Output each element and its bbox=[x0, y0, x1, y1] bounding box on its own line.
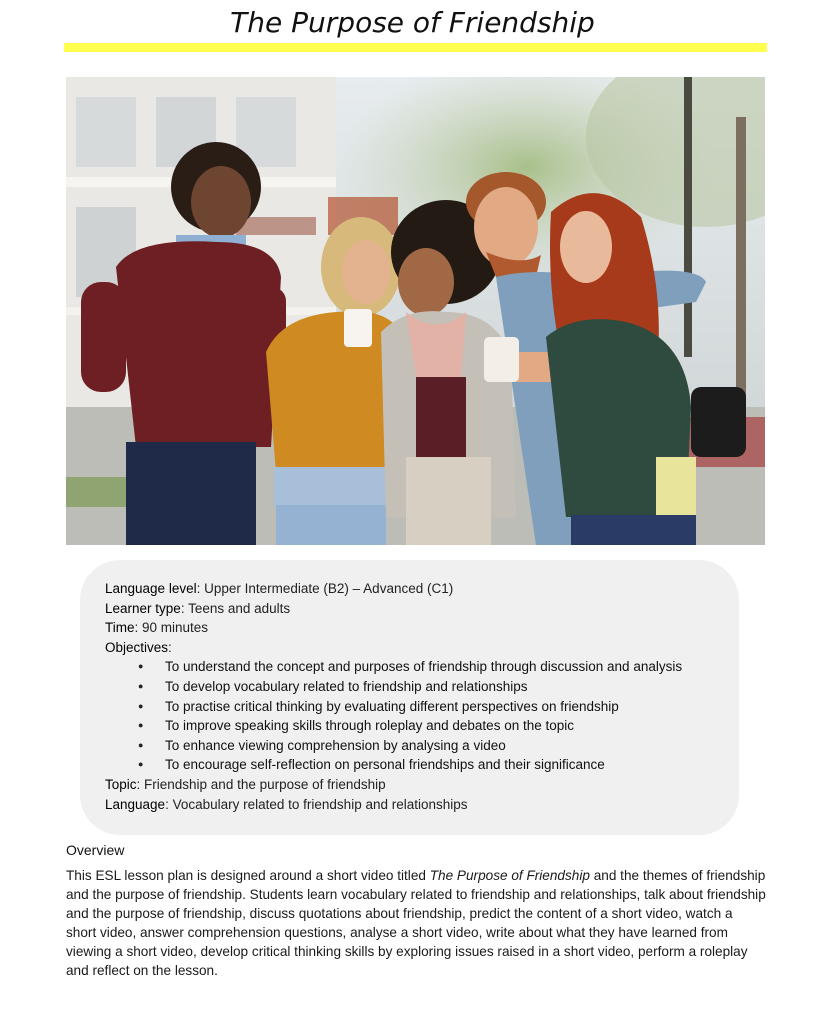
objectives-heading-row bbox=[105, 638, 739, 658]
topic-value: : Friendship and the purpose of friendship bbox=[136, 776, 386, 792]
lesson-info-box bbox=[80, 560, 739, 835]
objectives-label: Objectives bbox=[105, 639, 169, 655]
objective-item: ● To enhance viewing comprehension by analysing a video bbox=[138, 736, 739, 756]
title-highlight-bar bbox=[64, 43, 767, 52]
topic-row bbox=[105, 775, 739, 795]
time-label: Time bbox=[105, 620, 135, 636]
objective-item: ● To develop vocabulary related to friendship and relationships bbox=[138, 677, 739, 697]
friends-photo bbox=[66, 77, 765, 545]
language-value: : Vocabulary related to friendship and relationships bbox=[165, 796, 468, 812]
overview-video-title: The Purpose of Friendship bbox=[429, 868, 590, 883]
learner-type-value: : Teens and adults bbox=[180, 600, 291, 616]
objective-item: ● To encourage self-reflection on personal friendships and their significance bbox=[138, 755, 739, 775]
objective-item: ● To practise critical thinking by evaluating different perspectives on friendship bbox=[138, 697, 739, 717]
overview-paragraph bbox=[66, 866, 766, 981]
objectives-colon: : bbox=[168, 639, 172, 655]
language-row bbox=[105, 795, 739, 815]
objective-item: ● To understand the concept and purposes of friendship through discussion and analysis bbox=[138, 657, 739, 677]
overview-heading: Overview bbox=[66, 842, 125, 858]
language-level-label: Language level bbox=[105, 581, 197, 596]
time-value: : 90 minutes bbox=[134, 620, 209, 636]
learner-type-row bbox=[105, 599, 739, 619]
objective-item: ● To improve speaking skills through roleplay and debates on the topic bbox=[138, 716, 739, 736]
learner-type-label: Learner type bbox=[105, 600, 181, 616]
overview-text-end: and the themes of friendship and the purpose of friendship. Students learn vocabulary related to friendship and relationships, talk about friendship and the purpose of friendship, discuss quotations about friendship, predict the content of a short video, watch a short video, answer comprehension questions, analyse a short video, write about what they have learned from viewing a short video, develop critical thinking skills by exploring issues raised in a short video, perform a roleplay and reflect on the lesson. bbox=[66, 868, 766, 979]
language-level-row bbox=[105, 579, 739, 599]
language-level-value: : Upper Intermediate (B2) – Advanced (C1) bbox=[196, 581, 454, 596]
objectives-list bbox=[105, 657, 739, 775]
time-row bbox=[105, 618, 739, 638]
language-label: Language bbox=[105, 796, 166, 812]
overview-text-start: This ESL lesson plan is designed around a short video titled bbox=[66, 868, 430, 883]
topic-label: Topic bbox=[105, 776, 137, 792]
page-title: The Purpose of Friendship bbox=[230, 6, 595, 39]
